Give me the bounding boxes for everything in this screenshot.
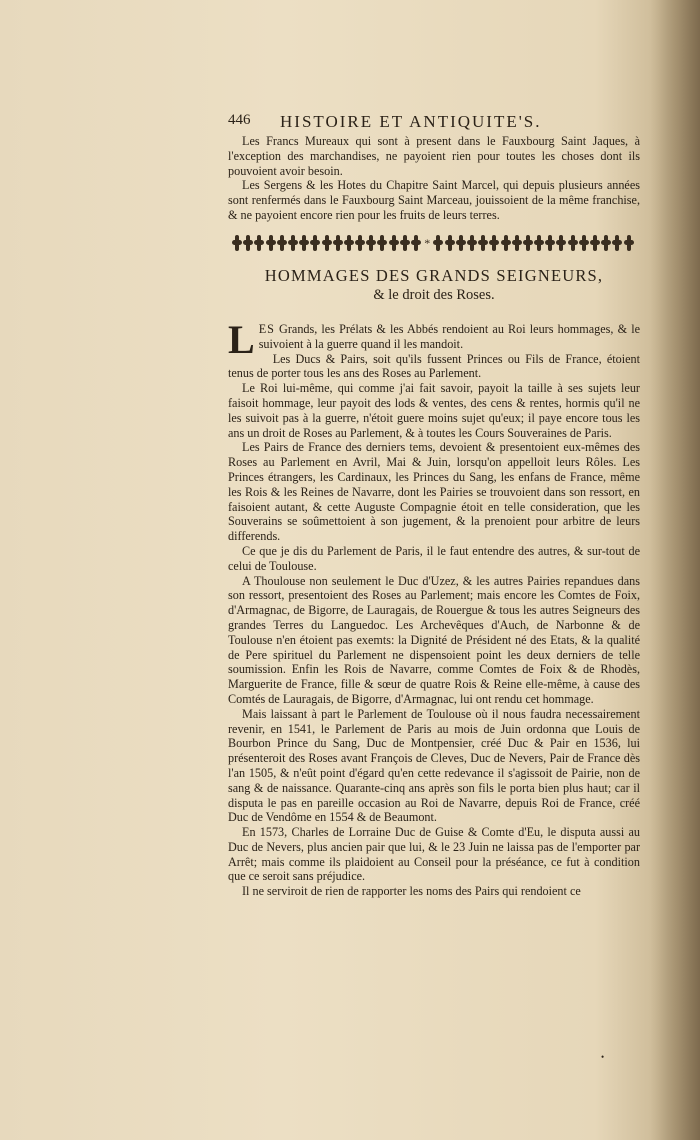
ornament-fleuron (344, 235, 354, 251)
ornament-fleuron (232, 235, 242, 251)
ornament-fleuron (266, 235, 276, 251)
ornament-fleuron (411, 235, 421, 251)
ornament-fleuron (254, 235, 264, 251)
ornament-fleuron (445, 235, 455, 251)
first-paragraph-text: Grands, les Prélats & les Abbés rendoient au Roi leurs hommages, & le suivoient à la guerre quand il les mandoit. (258, 322, 640, 351)
top-text-block (228, 134, 640, 223)
ornamental-divider (232, 232, 634, 254)
ornament-fleuron (556, 235, 566, 251)
ornament-fleuron (624, 235, 634, 251)
paragraph: Les Pairs de France des derniers tems, devoient & presentoient eux-mêmes des Roses au Parlement en Avril, Mai & Juin, lorsqu'on appelloit leurs Rôles. Les Princes étrangers, les Cardinaux, les Princes du Sang, les enfans de France, même les Rois & les Reines de Navarre, dont les Pairies se trouvoient dans son ressort, en faisoient autant, & cette Auguste Compagnie étoit en telle consideration, que les Souverains se soûmettoient à son jugement, & la prenoient pour arbitre de leurs differends. (228, 440, 640, 544)
ornament-fleuron (310, 235, 320, 251)
catchmark: • (601, 1052, 605, 1062)
ornament-star: * (424, 235, 431, 250)
ornament-fleuron (590, 235, 600, 251)
ornament-fleuron (568, 235, 578, 251)
ornament-fleuron (545, 235, 555, 251)
paragraph: Mais laissant à part le Parlement de Toulouse où il nous faudra necessairement revenir, en 1541, le Parlement de Paris au mois de Juin ordonna que Louis de Bourbon Prince du Sang, Duc de Montpensier, créé Duc & Pair en 1536, lui présenteroit des Roses avant François de Cleves, Duc de Nevers, Pair de France dès l'an 1505, & n'eût point d'égard qu'en cette redevance il s'agissoit de Pairie, non de sang & de naissance. Quarante-cinq ans après son fils le porta bien plus haut; car il disputa le pas en pareille occasion au Roi de Navarre, depuis Roi de France, créé Duc de Vendôme en 1554 & de Beaumont. (228, 706, 640, 825)
ornament-fleuron (377, 235, 387, 251)
page-number: 446 (228, 112, 251, 128)
ornament-fleuron (333, 235, 343, 251)
main-text-block (228, 317, 640, 899)
section-subtitle: & le droit des Roses. (373, 287, 495, 303)
paragraph: Les Sergens & les Hotes du Chapitre Saint Marcel, qui depuis plusieurs années sont renfermés dans le Fauxbourg Saint Marceau, jouissoient de la même franchise, & ne payoient encore rien pour les fruits de leurs terres. (228, 178, 640, 222)
ornament-fleuron (243, 235, 253, 251)
ornament-fleuron (433, 235, 443, 251)
paragraph: A Thoulouse non seulement le Duc d'Uzez, & les autres Pairies repandues dans son ressort, presentoient des Roses au Parlement; mais encore les Comtes de Foix, d'Armagnac, de Bigorre, de Lauragais, de Rouergue & tous les autres Seigneurs des grandes Terres du Languedoc. Les Archevêques d'Auch, de Narbonne & de Toulouse n'en étoient pas exemts: la Dignité de Président né des Etats, & la qualité de Pere spirituel du Parlement ne dispensoient point les deux derniers de telle soumission. Enfin les Rois de Navarre, comme Comtes de Foix & de Rhodès, Marguerite de France, fille & sœur de quatre Rois & Reine elle-même, à cause des Comtés de Lauragais, de Bigorre, d'Armagnac, lui ont rendu cet hommage. (228, 573, 640, 706)
ornament-fleuron (512, 235, 522, 251)
ornament-fleuron (322, 235, 332, 251)
ornament-fleuron (299, 235, 309, 251)
first-paragraph (228, 317, 640, 362)
paragraph: Ce que je dis du Parlement de Paris, il le faut entendre des autres, & sur-tout de celui de Toulouse. (228, 543, 640, 573)
paragraph: Il ne serviroit de rien de rapporter les noms des Pairs qui rendoient ce (242, 884, 581, 899)
paragraph: Le Roi lui-même, qui comme j'ai fait savoir, payoit la taille à ses sujets leur faisoit hommage, leur payoit des lods & ventes, des cens & rentes, hormis qu'il ne les suivoit pas à la guerre, n'étoit guere moins sujet qu'eux; il paye encore tous les ans un droit de Roses au Parlement, & à toutes les Cours Souveraines de Paris. (228, 381, 640, 440)
ornament-fleuron (523, 235, 533, 251)
ornament-fleuron (288, 235, 298, 251)
ornament-fleuron (489, 235, 499, 251)
ornament-fleuron (501, 235, 511, 251)
ornament-fleuron (478, 235, 488, 251)
running-head (228, 112, 648, 134)
ornament-fleuron (355, 235, 365, 251)
paragraph: Les Francs Mureaux qui sont à present dans le Fauxbourg Saint Jaques, à l'exception des marchandises, ne payoient rien pour toutes les choses dont ils pouvoient avoir besoin. (228, 134, 640, 178)
drop-cap: L (228, 317, 255, 362)
running-title: HISTOIRE ET ANTIQUITE'S. (280, 112, 542, 131)
ornament-fleuron (277, 235, 287, 251)
ornament-fleuron (389, 235, 399, 251)
paragraph: Les Ducs & Pairs, soit qu'ils fussent Princes ou Fils de France, étoient tenus de porter tous les ans des Roses au Parlement. (228, 351, 640, 381)
ornament-fleuron (467, 235, 477, 251)
paragraph: En 1573, Charles de Lorraine Duc de Guise & Comte d'Eu, le disputa aussi au Duc de Nevers, plus ancien pair que lui, & le 23 Juin ne laissa pas de l'emporter par Arrêt; mais comme ils plaidoient au Conseil pour la préséance, ce fut à condition que ce seroit sans préjudice. (228, 825, 640, 884)
ornament-fleuron (456, 235, 466, 251)
drop-cap-continuation: ES (258, 322, 275, 336)
page-gutter-shadow (650, 0, 700, 1140)
ornament-fleuron (612, 235, 622, 251)
ornament-fleuron (400, 235, 410, 251)
ornament-fleuron (601, 235, 611, 251)
section-title: HOMMAGES DES GRANDS SEIGNEURS, (264, 266, 604, 285)
ornament-fleuron (534, 235, 544, 251)
ornament-fleuron (579, 235, 589, 251)
ornament-fleuron (366, 235, 376, 251)
